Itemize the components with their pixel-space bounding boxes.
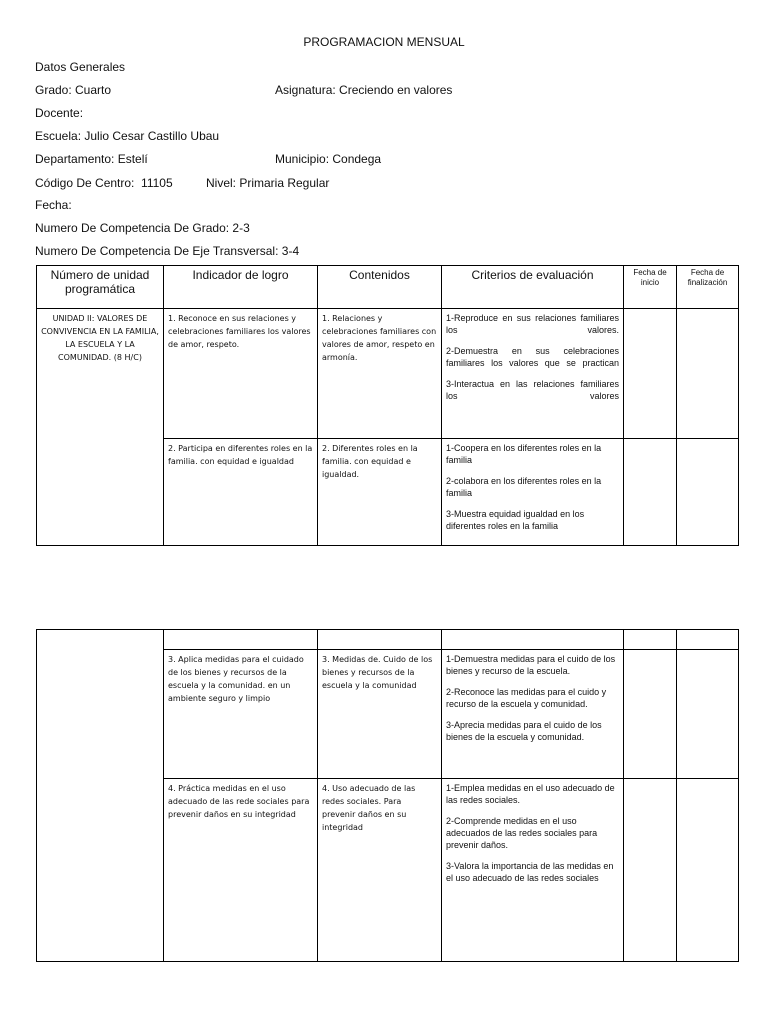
criterio-item: 1-Reproduce en sus relaciones familiares los valores. <box>446 313 619 335</box>
header-indicador: Indicador de logro <box>164 266 318 309</box>
criterios-cell <box>442 650 624 779</box>
criterio-item: 2-Reconoce las medidas para el cuido y recurso de la escuela y comunidad. <box>446 687 607 709</box>
blank-cell <box>164 630 318 650</box>
fecha-fin-cell <box>677 779 739 962</box>
criterio-item: 3-Muestra equidad igualdad en los diferentes roles en la familia <box>446 509 585 531</box>
programming-table-2 <box>36 629 739 962</box>
header-fecha-inicio: Fecha de inicio <box>624 266 677 309</box>
nivel-field: Nivel: Primaria Regular <box>206 176 330 190</box>
header-criterios: Criterios de evaluación <box>442 266 624 309</box>
programming-table-1 <box>36 265 739 546</box>
header-contenidos: Contenidos <box>318 266 442 309</box>
asignatura-field: Asignatura: Creciendo en valores <box>275 83 453 97</box>
fecha-fin-cell <box>677 650 739 779</box>
docente-field: Docente: <box>35 106 84 120</box>
table-row <box>37 309 739 439</box>
fecha-inicio-cell <box>624 650 677 779</box>
table-header-row <box>37 266 739 309</box>
indicador-cell: 1. Reconoce en sus relaciones y celebraciones familiares los valores de amor, respeto. <box>164 309 318 439</box>
header-unidad: Número de unidad programática <box>37 266 164 309</box>
datos-generales-heading: Datos Generales <box>35 60 126 74</box>
grado-field: Grado: Cuarto <box>35 83 112 97</box>
criterio-item: 3-Interactua en las relaciones familiares los valores <box>446 379 619 401</box>
escuela-field: Escuela: Julio Cesar Castillo Ubau <box>35 129 220 143</box>
municipio-field: Municipio: Condega <box>275 152 382 166</box>
unidad-cell <box>37 630 164 962</box>
fecha-field: Fecha: <box>35 198 72 212</box>
contenido-cell: 2. Diferentes roles en la familia. con equidad e igualdad. <box>318 439 442 546</box>
header-fecha-fin: Fecha de finalización <box>677 266 739 309</box>
blank-cell <box>624 630 677 650</box>
criterio-item: 2-Comprende medidas en el uso adecuados de las redes sociales para prevenir daños. <box>446 816 598 850</box>
competencia-grado-field: Numero De Competencia De Grado: 2-3 <box>35 221 250 235</box>
unidad-cell: UNIDAD II: VALORES DE CONVIVENCIA EN LA FAMILIA, LA ESCUELA Y LA COMUNIDAD. (8 H/C) <box>37 309 164 546</box>
departamento-field: Departamento: Estelí <box>35 152 148 166</box>
fecha-inicio-cell <box>624 779 677 962</box>
blank-cell <box>318 630 442 650</box>
fecha-fin-cell <box>677 439 739 546</box>
blank-cell <box>442 630 624 650</box>
criterios-cell <box>442 439 624 546</box>
competencia-eje-field: Numero De Competencia De Eje Transversal: 3-4 <box>35 244 300 258</box>
page-title: PROGRAMACION MENSUAL <box>303 35 465 49</box>
criterio-item: 2-colabora en los diferentes roles en la familia <box>446 476 602 498</box>
fecha-inicio-cell <box>624 309 677 439</box>
contenido-cell: 1. Relaciones y celebraciones familiares con valores de amor, respeto en armonía. <box>318 309 442 439</box>
criterio-item: 1-Coopera en los diferentes roles en la familia <box>446 443 602 465</box>
indicador-cell: 3. Aplica medidas para el cuidado de los bienes y recursos de la escuela y la comunidad. en un ambiente seguro y limpio <box>164 650 318 779</box>
contenido-cell: 4. Uso adecuado de las redes sociales. Para prevenir daños en su integridad <box>318 779 442 962</box>
fecha-inicio-cell <box>624 439 677 546</box>
criterio-item: 1-Demuestra medidas para el cuido de los bienes y recurso de la escuela. <box>446 654 616 676</box>
fecha-fin-cell <box>677 309 739 439</box>
contenido-cell: 3. Medidas de. Cuido de los bienes y recursos de la escuela y la comunidad <box>318 650 442 779</box>
criterios-cell <box>442 779 624 962</box>
indicador-cell: 4. Práctica medidas en el uso adecuado de las rede sociales para prevenir daños en su integridad <box>164 779 318 962</box>
table-blank-row <box>37 630 739 650</box>
indicador-cell: 2. Participa en diferentes roles en la familia. con equidad e igualdad <box>164 439 318 546</box>
criterio-item: 3-Valora la importancia de las medidas en el uso adecuado de las redes sociales <box>446 861 614 883</box>
codigo-centro-field: Código De Centro: 11105 <box>35 176 173 190</box>
criterio-item: 3-Aprecia medidas para el cuido de los bienes de la escuela y comunidad. <box>446 720 602 742</box>
blank-cell <box>677 630 739 650</box>
criterios-cell <box>442 309 624 439</box>
criterio-item: 2-Demuestra en sus celebraciones familiares los valores que se practican <box>446 346 619 368</box>
criterio-item: 1-Emplea medidas en el uso adecuado de las redes sociales. <box>446 783 615 805</box>
